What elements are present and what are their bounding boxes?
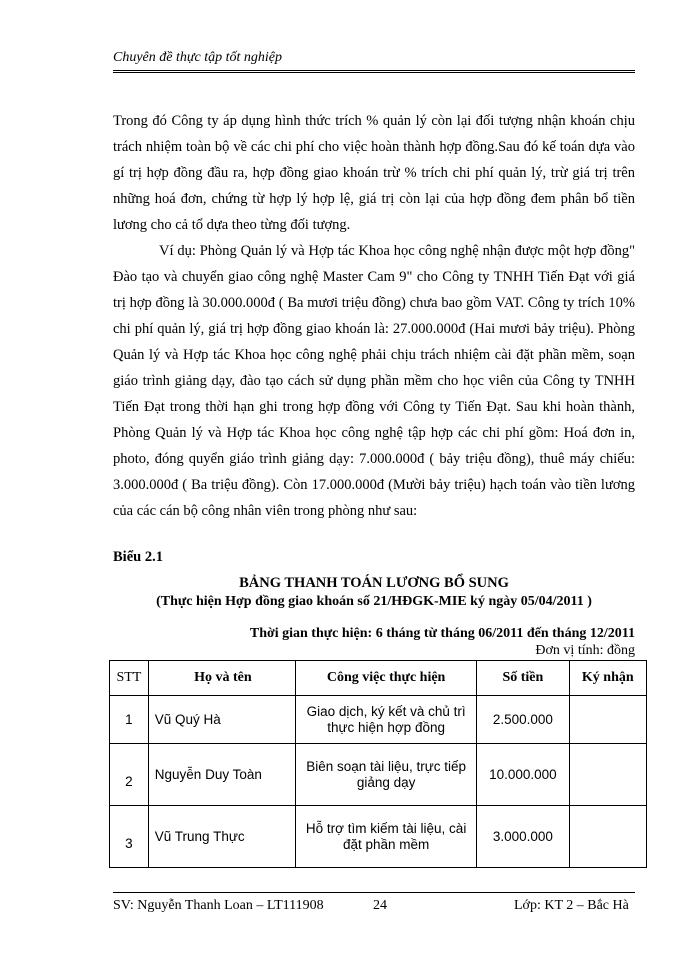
cell-name: Vũ Quý Hà <box>148 696 295 744</box>
table-header-row <box>110 661 647 696</box>
column-header-stt: STT <box>110 661 149 696</box>
cell-job: Biên soạn tài liệu, trực tiếp giảng dạy <box>296 744 477 806</box>
column-header-name: Họ và tên <box>148 661 295 696</box>
cell-name: Vũ Trung Thực <box>148 806 295 868</box>
cell-amount: 2.500.000 <box>477 696 569 744</box>
table-row <box>110 806 647 868</box>
table-row <box>110 696 647 744</box>
cell-stt: 3 <box>110 806 149 868</box>
cell-stt: 2 <box>110 744 149 806</box>
footer-page-number: 24 <box>373 898 387 913</box>
paragraph-1: Trong đó Công ty áp dụng hình thức trích % quản lý còn lại đối tượng nhận khoán chịu trách nhiệm toàn bộ về các chi phí cho việc hoàn thành hợp đồng.Sau đó kế toán dựa vào gí trị hợp đồng đầu ra, hợp đồng giao khoán trừ % trích chi phí quản lý, trừ giá trị trên những hoá đơn, chứng từ hợp lý hợp lệ, giá trị còn lại của hợp đồng đem phân bổ tiền lương cho cả tổ dựa theo từng đối tượng. <box>113 113 635 233</box>
column-header-job: Công việc thực hiện <box>296 661 477 696</box>
cell-amount: 10.000.000 <box>477 744 569 806</box>
column-header-amount: Số tiền <box>477 661 569 696</box>
cell-amount: 3.000.000 <box>477 806 569 868</box>
paragraph-2: Ví dụ: Phòng Quản lý và Hợp tác Khoa học công nghệ nhận được một hợp đồng" Đào tạo và chuyển giao công nghệ Master Cam 9" cho Công ty TNHH Tiến Đạt với giá trị hợp đồng là 30.000.000đ ( Ba mươi triệu đồng) chưa bao gồm VAT. Công ty trích 10% chi phí quản lý, giá trị hợp đồng giao khoán là: 27.000.000đ (Hai mươi bảy triệu). Phòng Quản lý và Hợp tác Khoa học công nghệ phải chịu trách nhiệm cài đặt phần mềm, soạn giáo trình giảng dạy, đào tạo cách sử dụng phần mềm cho học viên của Công ty TNHH Tiến Đạt trong thời hạn ghi trong hợp đồng với Công ty Tiến Đạt. Sau khi hoàn thành, Phòng Quản lý và Hợp tác Khoa học công nghệ tập hợp các chi phí gồm: Hoá đơn in, photo, đóng quyển giáo trình giảng dạy: 7.000.000đ ( bảy triệu đồng), thuê máy chiếu: 3.000.000đ ( Ba triệu đồng). Còn 17.000.000đ (Mười bảy triệu) hạch toán vào tiền lương của các cán bộ công nhân viên trong phòng như sau: <box>113 243 635 519</box>
cell-signature <box>569 744 646 806</box>
execution-period: Thời gian thực hiện: 6 tháng từ tháng 06/2011 đến tháng 12/2011 <box>249 626 635 641</box>
footer-class: Lớp: KT 2 – Bắc Hà <box>514 898 629 913</box>
unit-of-measure: Đơn vị tính: đồng <box>535 643 635 658</box>
footer-student: SV: Nguyễn Thanh Loan – LT111908 <box>113 898 324 913</box>
table-title: BẢNG THANH TOÁN LƯƠNG BỔ SUNG <box>239 575 509 591</box>
table-subtitle: (Thực hiện Hợp đồng giao khoán số 21/HĐGK-MIE ký ngày 05/04/2011 ) <box>156 594 592 609</box>
cell-name: Nguyễn Duy Toàn <box>148 744 295 806</box>
page-header: Chuyên đề thực tập tốt nghiệp <box>113 50 282 65</box>
table-label: Biểu 2.1 <box>113 549 163 565</box>
header-divider <box>113 70 635 73</box>
cell-signature <box>569 806 646 868</box>
cell-job: Giao dịch, ký kết và chủ trì thực hiện hợp đồng <box>296 696 477 744</box>
cell-job: Hỗ trợ tìm kiếm tài liệu, cài đặt phần mềm <box>296 806 477 868</box>
column-header-signature: Ký nhận <box>569 661 646 696</box>
footer-divider <box>113 892 635 893</box>
table-row <box>110 744 647 806</box>
cell-signature <box>569 696 646 744</box>
payment-table <box>109 660 647 868</box>
cell-stt: 1 <box>110 696 149 744</box>
